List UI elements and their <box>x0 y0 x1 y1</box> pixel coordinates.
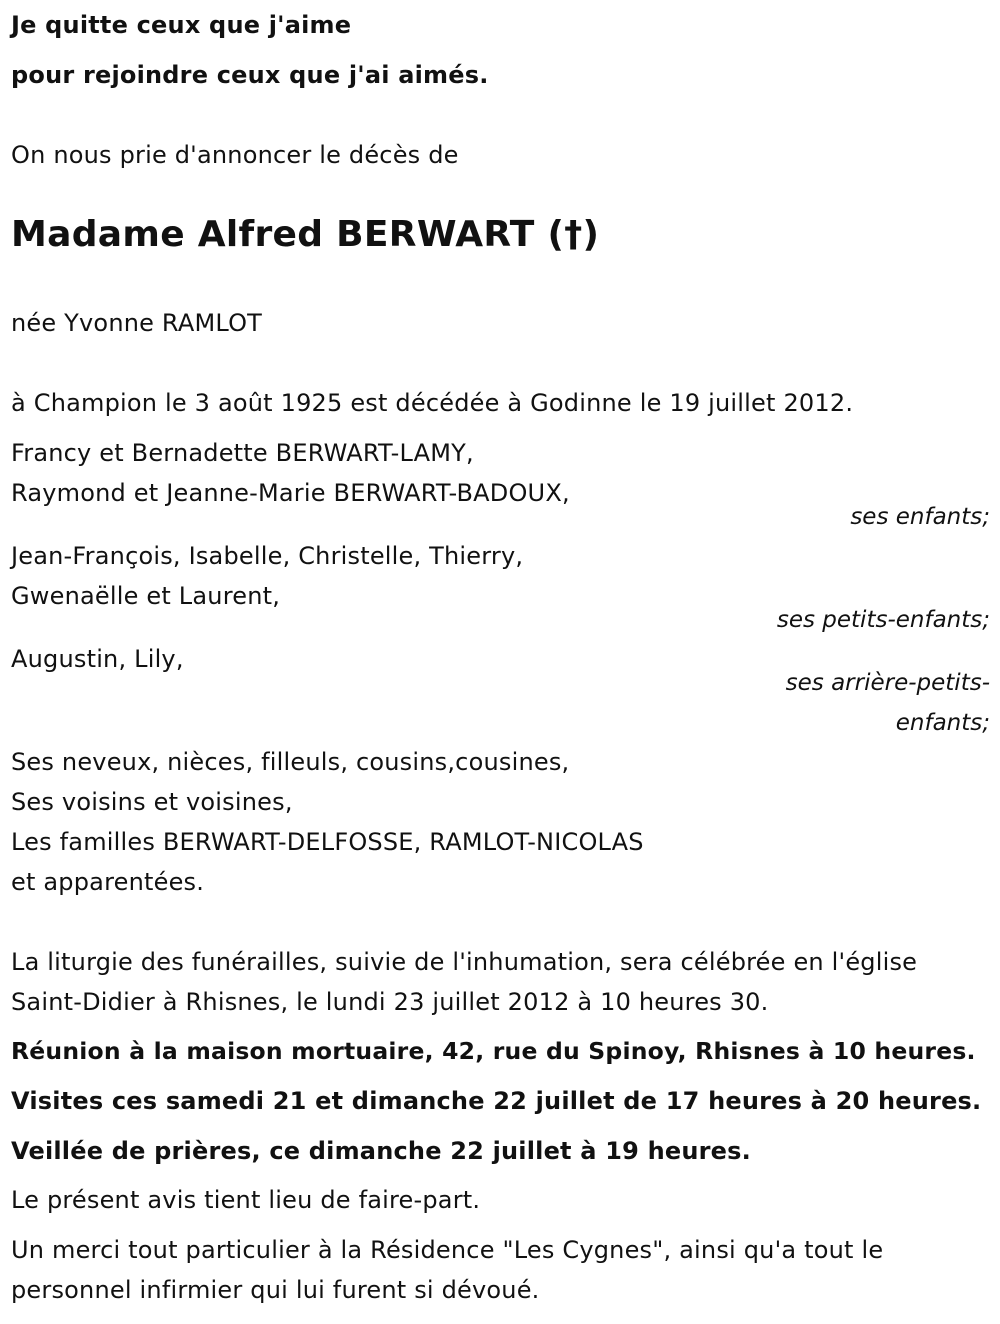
children-role: ses enfants; <box>850 504 990 530</box>
children-line-2: Raymond et Jeanne-Marie BERWART-BADOUX, <box>11 479 570 507</box>
grandchildren-line-2: Gwenaëlle et Laurent, <box>11 582 281 610</box>
great-grandchildren-role-1: ses arrière-petits- <box>785 670 990 696</box>
visits-info: Visites ces samedi 21 et dimanche 22 juillet de 17 heures à 20 heures. <box>11 1087 982 1115</box>
relatives-line-3: Les familles BERWART-DELFOSSE, RAMLOT-NICOLAS <box>11 828 644 856</box>
liturgy-line-2: Saint-Didier à Rhisnes, le lundi 23 juillet 2012 à 10 heures 30. <box>11 988 769 1016</box>
epigraph-line-1: Je quitte ceux que j'aime <box>11 11 352 39</box>
thanks-line-2: personnel infirmier qui lui furent si dévoué. <box>11 1276 540 1304</box>
intro-text: On nous prie d'annoncer le décès de <box>11 141 459 169</box>
meeting-info: Réunion à la maison mortuaire, 42, rue du Spinoy, Rhisnes à 10 heures. <box>11 1037 976 1065</box>
notice-text: Le présent avis tient lieu de faire-part. <box>11 1186 481 1214</box>
thanks-line-1: Un merci tout particulier à la Résidence "Les Cygnes", ainsi qu'a tout le <box>11 1236 884 1264</box>
birth-name: née Yvonne RAMLOT <box>11 309 263 337</box>
grandchildren-role: ses petits-enfants; <box>776 607 990 633</box>
liturgy-line-1: La liturgie des funérailles, suivie de l'inhumation, sera célébrée en l'église <box>11 948 918 976</box>
epigraph-line-2: pour rejoindre ceux que j'ai aimés. <box>11 61 489 89</box>
great-grandchildren-role-2: enfants; <box>895 710 990 736</box>
deceased-name: Madame Alfred BERWART (†) <box>11 214 600 255</box>
grandchildren-line-1: Jean-François, Isabelle, Christelle, Thierry, <box>11 542 524 570</box>
great-grandchildren-line-1: Augustin, Lily, <box>11 645 184 673</box>
relatives-line-1: Ses neveux, nièces, filleuls, cousins,cousines, <box>11 748 570 776</box>
children-line-1: Francy et Bernadette BERWART-LAMY, <box>11 439 474 467</box>
relatives-line-2: Ses voisins et voisines, <box>11 788 293 816</box>
birth-death-dates: à Champion le 3 août 1925 est décédée à Godinne le 19 juillet 2012. <box>11 389 854 417</box>
vigil-info: Veillée de prières, ce dimanche 22 juillet à 19 heures. <box>11 1137 751 1165</box>
relatives-line-4: et apparentées. <box>11 868 205 896</box>
